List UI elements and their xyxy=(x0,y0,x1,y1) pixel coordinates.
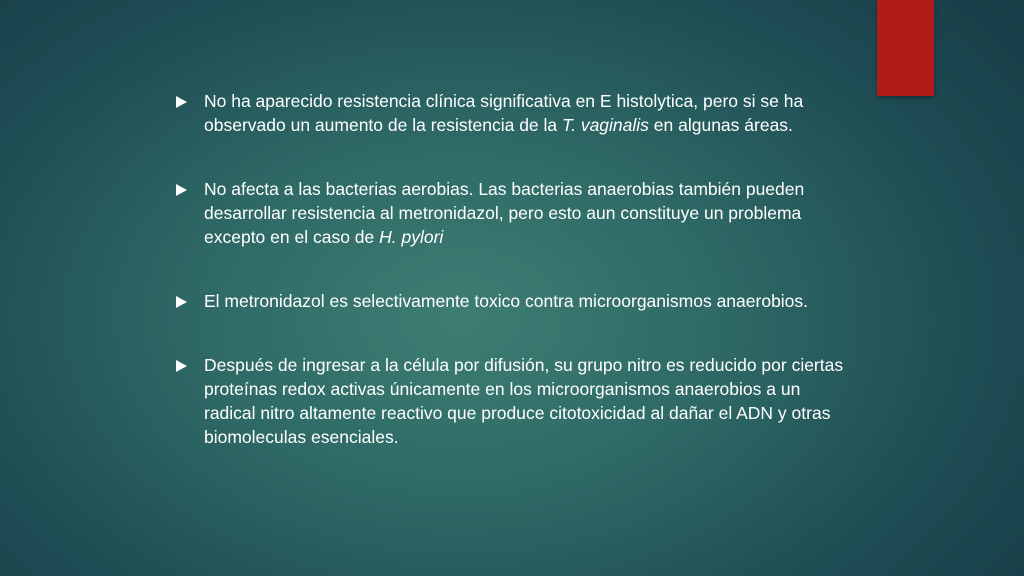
bullet-list xyxy=(174,89,854,449)
triangle-right-icon xyxy=(176,96,187,108)
bullet-item-3 xyxy=(174,289,854,313)
accent-bar xyxy=(877,0,934,96)
bullet-item-4 xyxy=(174,353,854,449)
bullet-item-2 xyxy=(174,177,854,249)
triangle-right-icon xyxy=(176,360,187,372)
bullet-text: No afecta a las bacterias aerobias. Las bacterias anaerobias también pueden desarrollar resistencia al metronidazol, pero esto aun constituye un problema excepto en el caso de H. pylori xyxy=(204,179,805,247)
bullet-item-1 xyxy=(174,89,854,137)
bullet-text: Después de ingresar a la célula por difusión, su grupo nitro es reducido por ciertas proteínas redox activas únicamente en los microorganismos anaerobios a un radical nitro altamente reactivo que produce citotoxicidad al dañar el ADN y otras biomoleculas esenciales. xyxy=(204,355,844,447)
bullet-text: El metronidazol es selectivamente toxico contra microorganismos anaerobios. xyxy=(204,291,809,311)
bullet-text: No ha aparecido resistencia clínica significativa en E histolytica, pero si se ha observado un aumento de la resistencia de la T. vaginalis en algunas áreas. xyxy=(204,91,804,135)
triangle-right-icon xyxy=(176,296,187,308)
triangle-right-icon xyxy=(176,184,187,196)
